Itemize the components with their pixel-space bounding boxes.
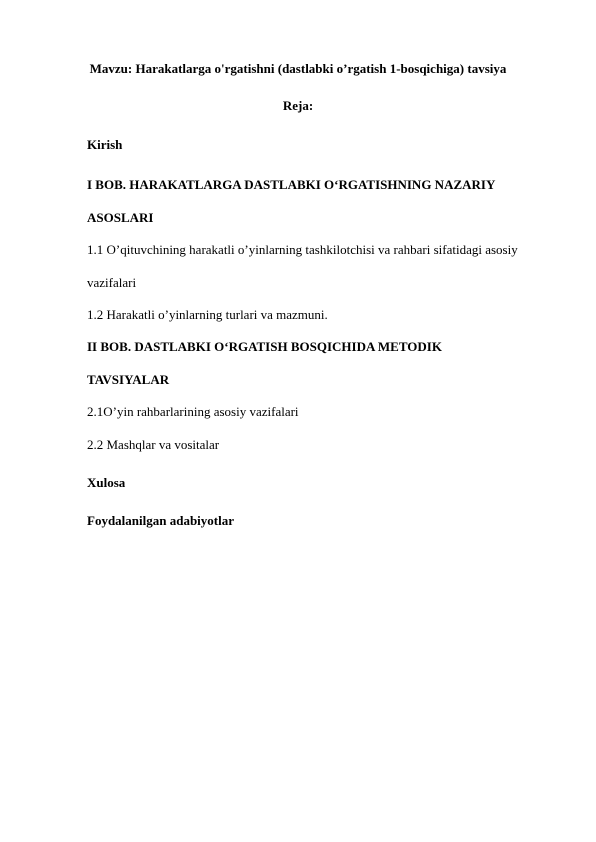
toc-section-1-1: 1.1 O’qituvchining harakatli o’yinlarning tashkilotchisi va rahbari sifatidagi asosiy (87, 242, 518, 257)
document-title: Mavzu: Harakatlarga o'rgatishni (dastlabki o’rgatish 1-bosqichiga) tavsiya (89, 61, 507, 76)
plan-heading: Reja: (282, 98, 314, 113)
toc-section-1-1-cont: vazifalari (87, 275, 137, 290)
toc-section-2-2: 2.2 Mashqlar va vositalar (87, 437, 220, 452)
toc-chapter-1-title-cont: ASOSLARI (87, 210, 154, 225)
toc-item-introduction: Kirish (87, 137, 123, 152)
toc-chapter-2-title-cont: TAVSIYALAR (87, 372, 170, 387)
toc-item-conclusion: Xulosa (87, 475, 126, 490)
toc-item-references: Foydalanilgan adabiyotlar (87, 513, 234, 528)
toc-section-1-2: 1.2 Harakatli o’yinlarning turlari va mazmuni. (87, 307, 328, 322)
toc-chapter-1-title: I BOB. HARAKATLARGA DASTLABKI O‘RGATISHNING NAZARIY (87, 177, 496, 192)
toc-section-2-1: 2.1O’yin rahbarlarining asosiy vazifalari (87, 404, 299, 419)
toc-chapter-2-title: II BOB. DASTLABKI O‘RGATISH BOSQICHIDA METODIK (87, 339, 442, 354)
